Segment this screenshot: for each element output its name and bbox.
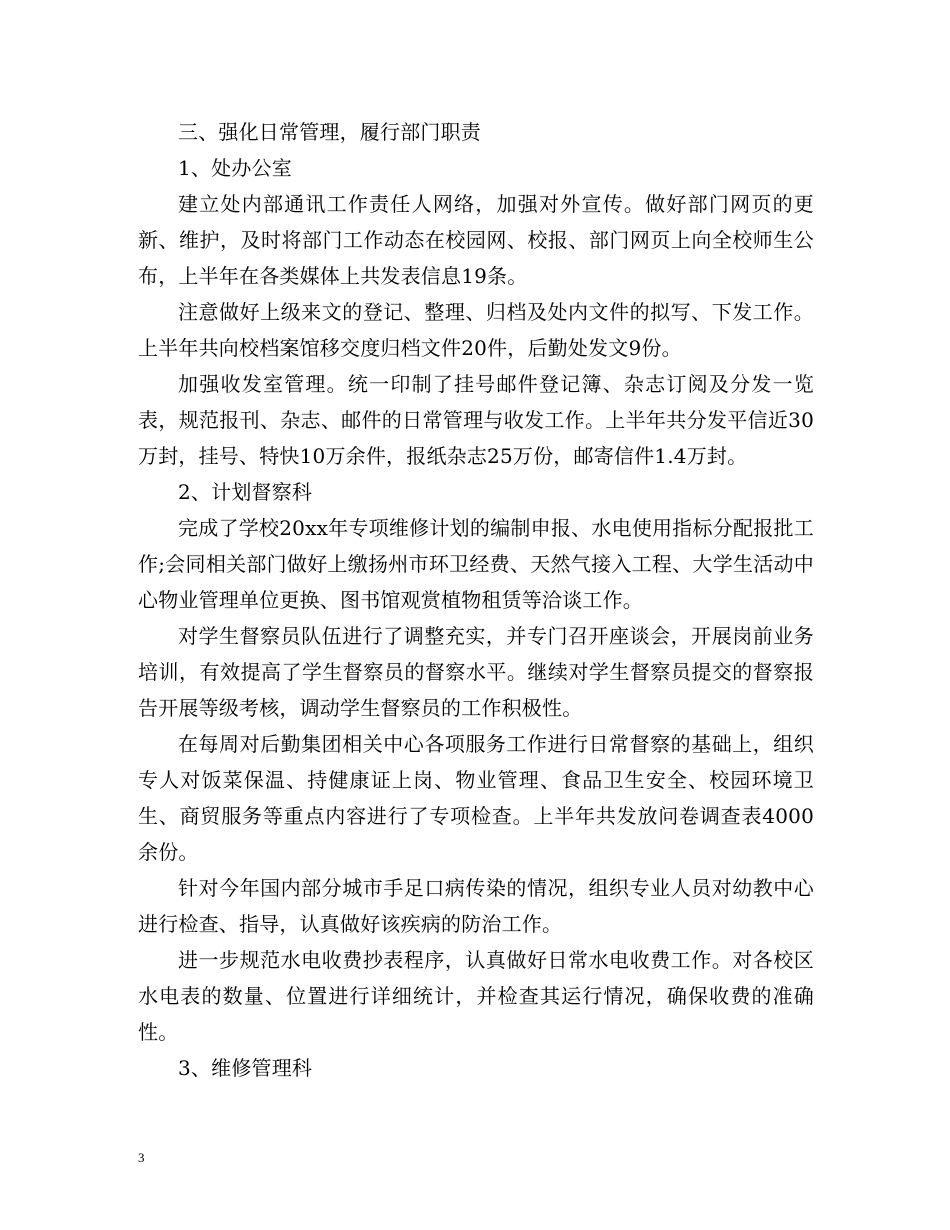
paragraph: 注意做好上级来文的登记、整理、归档及处内文件的拟写、下发工作。上半年共向校档案馆移交度归档文件20件，后勤处发文9份。 <box>138 300 814 360</box>
paragraph: 建立处内部通讯工作责任人网络，加强对外宣传。做好部门网页的更新、维护，及时将部门工作动态在校园网、校报、部门网页上向全校师生公布，上半年在各类媒体上共发表信息19条。 <box>138 192 814 288</box>
page-number: 3 <box>138 1150 145 1165</box>
subsection-heading-maintenance: 3、维修管理科 <box>178 1056 313 1080</box>
paragraph: 进一步规范水电收费抄表程序，认真做好日常水电收费工作。对各校区水电表的数量、位置进行详细统计，并检查其运行情况，确保收费的准确性。 <box>138 948 814 1044</box>
subsection-heading-office: 1、处办公室 <box>178 156 292 180</box>
subsection-heading-planning: 2、计划督察科 <box>178 480 313 504</box>
paragraph: 对学生督察员队伍进行了调整充实，并专门召开座谈会，开展岗前业务培训，有效提高了学生督察员的督察水平。继续对学生督察员提交的督察报告开展等级考核，调动学生督察员的工作积极性。 <box>138 624 814 720</box>
section-heading: 三、强化日常管理，履行部门职责 <box>178 120 481 144</box>
paragraph: 加强收发室管理。统一印制了挂号邮件登记簿、杂志订阅及分发一览表，规范报刊、杂志、邮件的日常管理与收发工作。上半年共分发平信近30万封，挂号、特快10万余件，报纸杂志25万份，邮寄信件1.4万封。 <box>138 372 814 468</box>
document-body <box>138 114 814 1086</box>
paragraph: 针对今年国内部分城市手足口病传染的情况，组织专业人员对幼教中心进行检查、指导，认真做好该疾病的防治工作。 <box>138 876 814 936</box>
paragraph: 在每周对后勤集团相关中心各项服务工作进行日常督察的基础上，组织专人对饭菜保温、持健康证上岗、物业管理、食品卫生安全、校园环境卫生、商贸服务等重点内容进行了专项检查。上半年共发放问卷调查表4000余份。 <box>138 732 814 864</box>
paragraph: 完成了学校20xx年专项维修计划的编制申报、水电使用指标分配报批工作;会同相关部门做好上缴扬州市环卫经费、天然气接入工程、大学生活动中心物业管理单位更换、图书馆观赏植物租赁等洽谈工作。 <box>138 516 814 612</box>
